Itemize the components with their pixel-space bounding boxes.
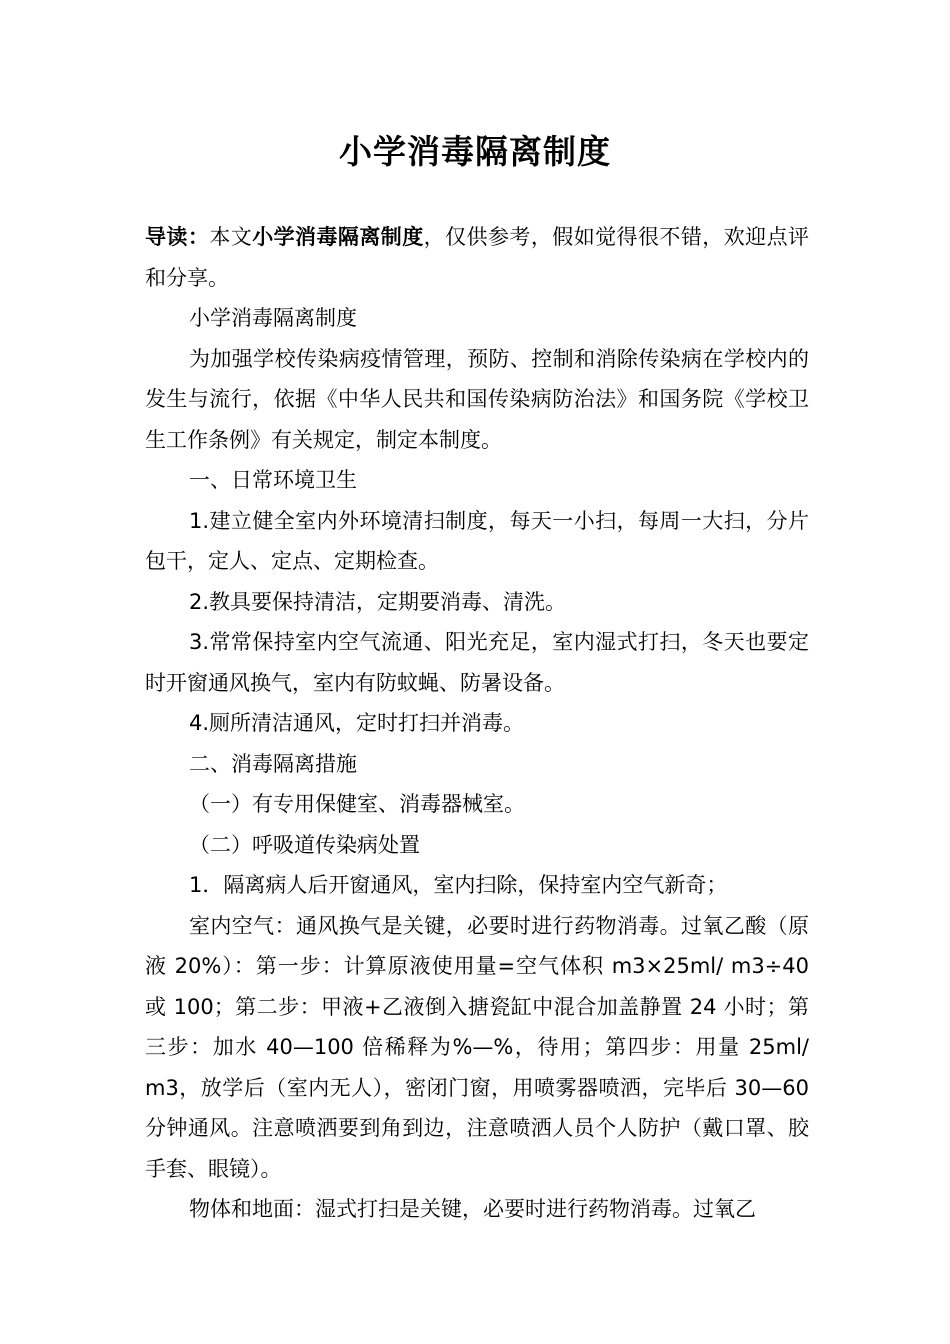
body-subtitle: 小学消毒隔离制度 xyxy=(189,306,357,330)
environment-item-3: 3.常常保持室内空气流通、阳光充足，室内湿式打扫，冬天也要定时开窗通风换气，室内有防蚊蝇、防暑设备。 xyxy=(145,630,809,695)
surface-floor-paragraph: 物体和地面：湿式打扫是关键，必要时进行药物消毒。过氧乙 xyxy=(189,1197,756,1221)
section-heading-environment: 一、日常环境卫生 xyxy=(189,468,357,492)
environment-item-4: 4.厕所清洁通风，定时打扫并消毒。 xyxy=(189,711,525,735)
intro-paragraph xyxy=(145,217,809,298)
intro-label: 导读： xyxy=(145,225,210,249)
intro-text-before: 本文 xyxy=(209,225,253,249)
section-heading-disinfection: 二、消毒隔离措施 xyxy=(189,751,357,776)
respiratory-item-1: 1．隔离病人后开窗通风，室内扫除，保持室内空气新奇； xyxy=(189,873,728,897)
environment-item-1: 1.建立健全室内外环境清扫制度，每天一小扫，每周一大扫，分片包干，定人、定点、定期检查。 xyxy=(145,508,809,573)
intro-bold-title: 小学消毒隔离制度 xyxy=(252,225,424,249)
disinfection-subsection-1: （一）有专用保健室、消毒器械室。 xyxy=(189,792,525,816)
document-title: 小学消毒隔离制度 xyxy=(339,132,611,171)
document-body xyxy=(145,217,809,1230)
disinfection-subsection-2: （二）呼吸道传染病处置 xyxy=(189,832,420,857)
indoor-air-paragraph: 室内空气：通风换气是关键，必要时进行药物消毒。过氧乙酸（原液 20%）：第一步：计算原液使用量=空气体积 m3×25ml/ m3÷40 或 100；第二步：甲液+乙液倒入搪瓷缸中混合加盖静置 24 小时；第三步：加水 40—100 倍稀释为%—%，待用；第四步：用量 25ml/ m3，放学后（室内无人），密闭门窗，用喷雾器喷洒，完毕后 30—60 分钟通风。注意喷洒要到角到边，注意喷洒人员个人防护（戴口罩、胶手套、眼镜）。 xyxy=(145,913,809,1181)
intro-text-after: ，仅供参考，假如觉得很不错，欢迎点评和分享。 xyxy=(145,225,810,290)
purpose-paragraph: 为加强学校传染病疫情管理，预防、控制和消除传染病在学校内的发生与流行，依据《中华人民共和国传染病防治法》和国务院《学校卫生工作条例》有关规定，制定本制度。 xyxy=(145,346,809,452)
environment-item-2: 2.教具要保持清洁，定期要消毒、清洗。 xyxy=(189,589,567,614)
